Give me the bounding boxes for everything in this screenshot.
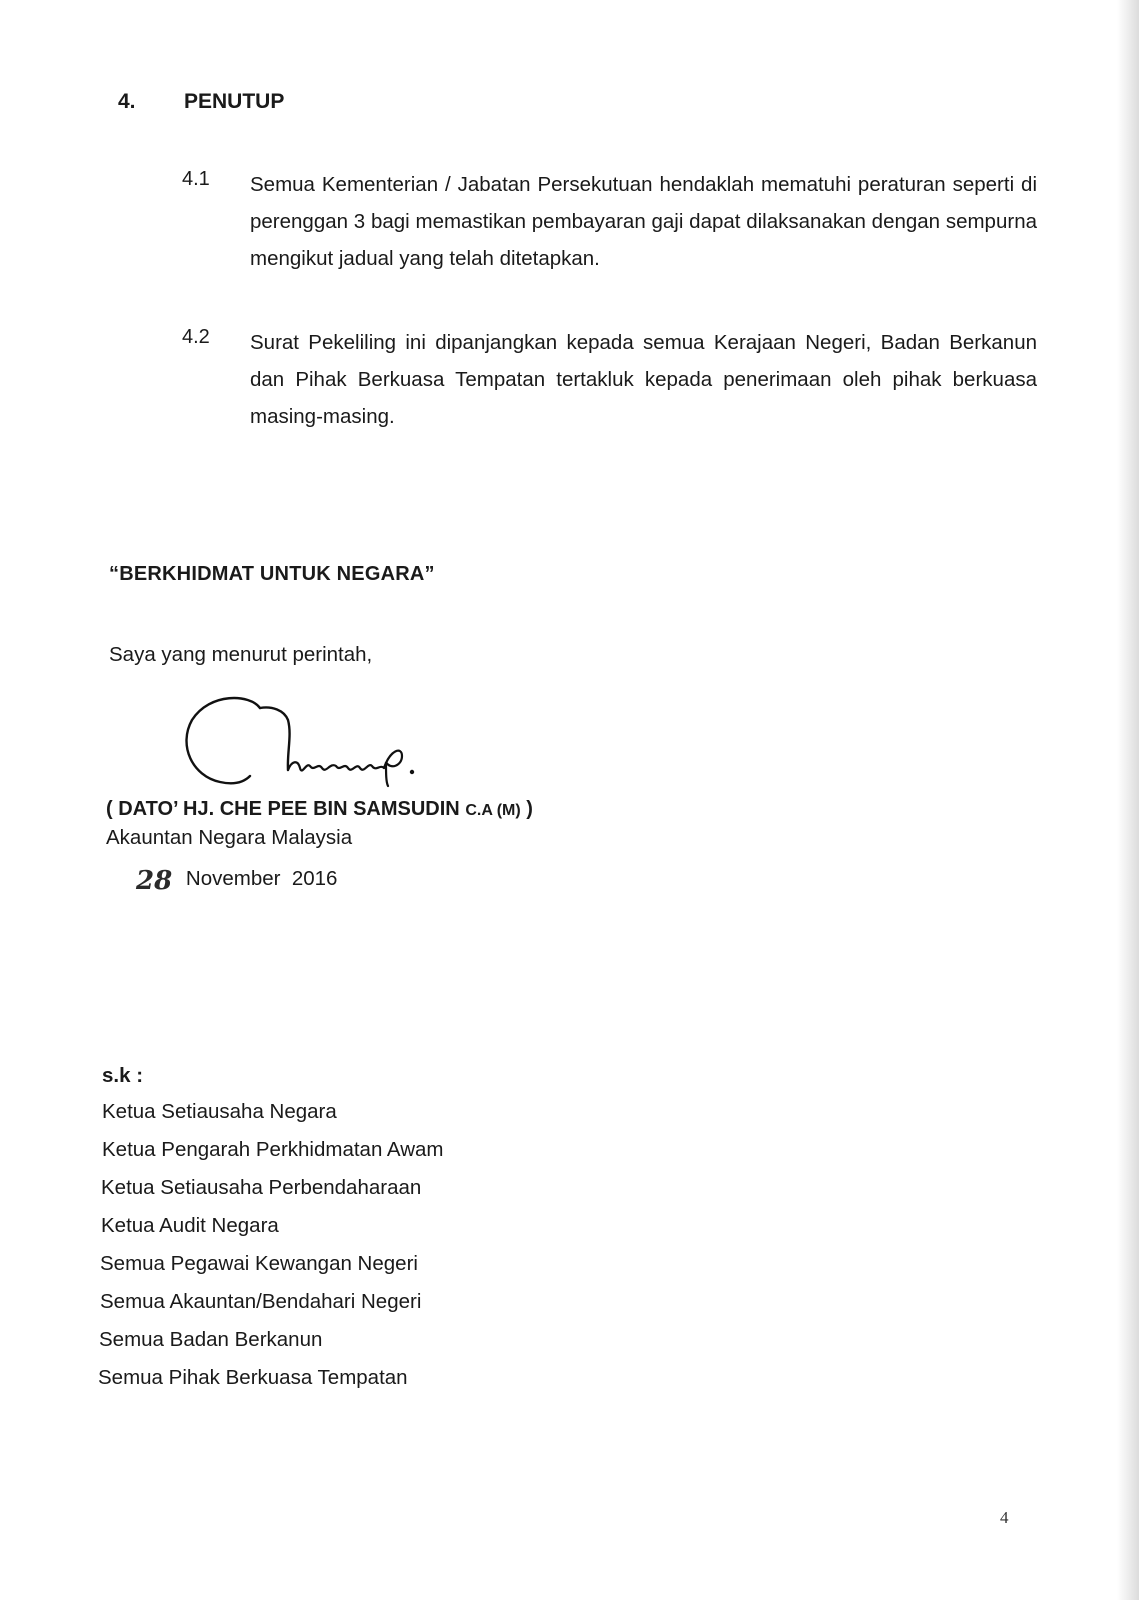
handwritten-day: 28 [136,866,173,896]
list-item: Semua Akauntan/Bendahari Negeri [100,1290,422,1313]
handwritten-signature [180,690,440,800]
signer-name-close: ) [520,798,533,820]
signer-name-text: ( DATO’ HJ. CHE PEE BIN SAMSUDIN [106,798,460,820]
section-title: PENUTUP [184,90,285,113]
list-item: Ketua Setiausaha Negara [102,1100,337,1123]
paragraph-text: Semua Kementerian / Jabatan Persekutuan hendaklah mematuhi peraturan seperti di perenggan 3 bagi memastikan pembayaran gaji dapat dilaksanakan dengan sempurna mengikut jadual yang telah ditetapkan. [250,173,1037,270]
closing-line: Saya yang menurut perintah, [109,643,373,666]
signer-name [106,798,533,821]
list-item: Semua Badan Berkanun [99,1328,323,1351]
list-item: Ketua Audit Negara [101,1214,279,1237]
signer-position: Akauntan Negara Malaysia [106,826,353,849]
list-item: Ketua Pengarah Perkhidmatan Awam [102,1138,444,1161]
list-item: Semua Pegawai Kewangan Negeri [100,1252,418,1275]
motto: “BERKHIDMAT UNTUK NEGARA” [109,563,435,585]
section-number: 4. [118,90,136,113]
list-item: Ketua Setiausaha Perbendaharaan [101,1176,422,1199]
signature-date [136,862,338,896]
list-item: Semua Pihak Berkuasa Tempatan [98,1366,408,1389]
scan-edge-shadow [1117,0,1139,1600]
page-number: 4 [1000,1508,1009,1527]
paragraph-text: Surat Pekeliling ini dipanjangkan kepada semua Kerajaan Negeri, Badan Berkanun dan Pihak Berkuasa Tempatan tertakluk kepada penerimaan oleh pihak berkuasa masing-masing. [250,331,1037,428]
sk-label: s.k : [102,1064,144,1087]
signer-suffix: C.A (M) [465,802,521,819]
paragraph-number: 4.1 [182,168,210,190]
paragraph-number: 4.2 [182,326,210,348]
date-month-year: November 2016 [185,867,338,890]
